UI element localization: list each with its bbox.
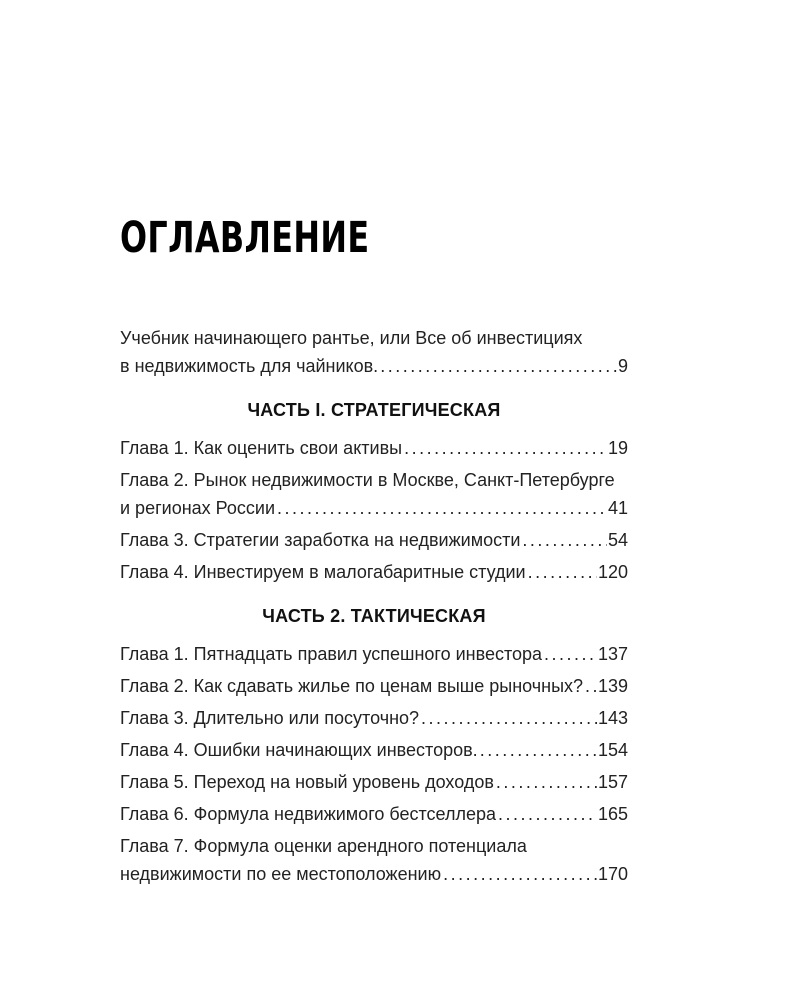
toc-entry	[120, 640, 628, 668]
page-number: 41	[607, 498, 628, 518]
toc-entry	[120, 434, 628, 462]
page-number: 19	[607, 438, 628, 458]
toc-entry-title: и регионах России	[120, 498, 275, 518]
dot-leader	[480, 736, 597, 764]
toc-entry	[120, 324, 628, 380]
toc-entry	[120, 558, 628, 586]
toc-entry-title: недвижимости по ее местоположению	[120, 864, 442, 884]
page-number: 120	[597, 562, 628, 582]
toc-entry	[120, 800, 628, 828]
toc-entry-title: Глава 1. Пятнадцать правил успешного инвестора	[120, 644, 543, 664]
toc-entry-line	[120, 704, 628, 732]
page-number: 9	[617, 356, 628, 376]
dot-leader	[498, 800, 597, 828]
page-title: ОГЛАВЛЕНИЕ	[120, 213, 370, 263]
toc-entry-line	[120, 494, 628, 522]
dot-leader	[585, 672, 597, 700]
dot-leader	[443, 860, 597, 888]
dot-leader	[544, 640, 597, 668]
dot-leader	[404, 434, 607, 462]
toc-entry-line	[120, 768, 628, 796]
page-number: 170	[597, 864, 628, 884]
toc-entry-line: Учебник начинающего рантье, или Все об инвестициях	[120, 328, 583, 348]
toc-entry-title: Глава 1. Как оценить свои активы	[120, 438, 403, 458]
dot-leader	[496, 768, 597, 796]
toc-entry-line	[120, 860, 628, 888]
page-number: 54	[607, 530, 628, 550]
dot-leader	[528, 558, 597, 586]
toc-entry-title: Глава 3. Стратегии заработка на недвижимости	[120, 530, 521, 550]
toc-entry	[120, 672, 628, 700]
toc-entry	[120, 768, 628, 796]
dot-leader	[277, 494, 607, 522]
toc-entry-line	[120, 736, 628, 764]
toc-entry-title: Глава 3. Длительно или посуточно?	[120, 708, 420, 728]
dot-leader	[421, 704, 597, 732]
page-number: 165	[597, 804, 628, 824]
toc-entry-line	[120, 526, 628, 554]
toc-entry-title: Глава 5. Переход на новый уровень доходов	[120, 772, 494, 792]
toc-entry-title: в недвижимость для чайников.	[120, 356, 379, 376]
page-number: 139	[597, 676, 628, 696]
toc-entry-line	[120, 672, 628, 700]
toc-entry	[120, 526, 628, 554]
toc-entry-line	[120, 558, 628, 586]
page-number: 154	[597, 740, 628, 760]
toc-entry-title: Глава 4. Инвестируем в малогабаритные студии	[120, 562, 526, 582]
toc-entry-title: Глава 2. Как сдавать жилье по ценам выше рыночных?	[120, 676, 584, 696]
toc-entry-line: Глава 2. Рынок недвижимости в Москве, Санкт-Петербурге	[120, 470, 615, 490]
toc-entry	[120, 832, 628, 888]
part-heading: ЧАСТЬ 2. ТАКТИЧЕСКАЯ	[262, 606, 486, 626]
toc-entry-line	[120, 434, 628, 462]
page-number: 157	[597, 772, 628, 792]
toc-entry	[120, 736, 628, 764]
toc-entry-line: Глава 7. Формула оценки арендного потенциала	[120, 836, 527, 856]
toc-entry-line	[120, 640, 628, 668]
toc-entry	[120, 466, 628, 522]
toc-list	[120, 324, 628, 892]
part-heading: ЧАСТЬ I. СТРАТЕГИЧЕСКАЯ	[247, 400, 501, 420]
toc-entry-line	[120, 800, 628, 828]
page-number: 143	[597, 708, 628, 728]
toc-entry-title: Глава 6. Формула недвижимого бестселлера	[120, 804, 496, 824]
toc-entry-line	[120, 352, 628, 380]
page-number: 137	[597, 644, 628, 664]
dot-leader	[522, 526, 607, 554]
dot-leader	[380, 352, 617, 380]
toc-entry-title: Глава 4. Ошибки начинающих инвесторов.	[120, 740, 478, 760]
toc-entry	[120, 704, 628, 732]
